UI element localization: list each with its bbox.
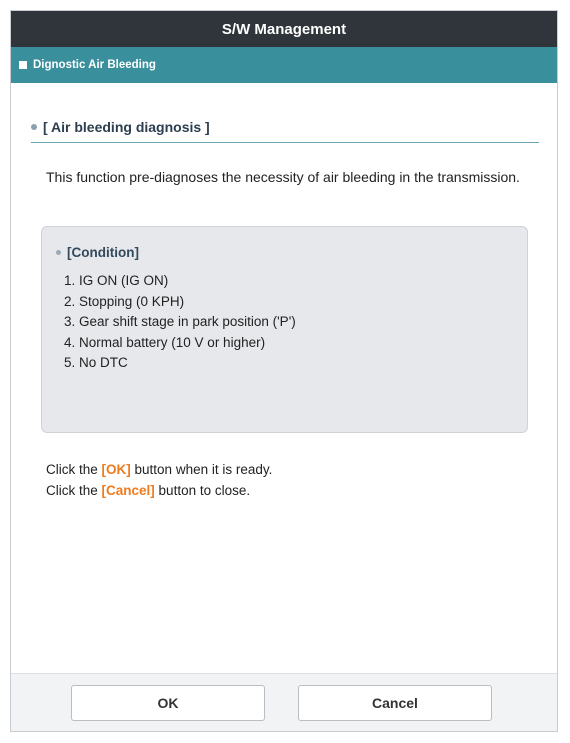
condition-list [64,271,527,374]
condition-item: 4. Normal battery (10 V or higher) [64,334,266,350]
condition-item: 3. Gear shift stage in park position ('P') [64,314,296,329]
instruction-text: button when it is ready. [130,462,273,477]
cancel-keyword: [Cancel] [101,483,155,498]
bullet-dot-icon [31,124,37,130]
button-footer [11,673,557,731]
condition-item: 5. No DTC [64,355,128,370]
instruction-ok-line [46,459,272,480]
section-header [31,119,539,143]
window-title: S/W Management [221,20,347,38]
condition-item: 2. Stopping (0 KPH) [64,293,185,309]
bullet-dot-icon [56,250,61,255]
sub-header-title: Dignostic Air Bleeding [33,59,156,71]
ok-button[interactable]: OK [71,685,265,721]
instruction-cancel-line [46,480,272,501]
instruction-text: Click the [46,483,102,498]
square-bullet-icon [19,61,27,69]
instruction-text: button to close. [154,483,251,498]
instructions [46,459,272,501]
condition-item: 1. IG ON (IG ON) [64,273,169,288]
condition-header [56,245,527,260]
cancel-button[interactable]: Cancel [298,685,492,721]
ok-keyword: [OK] [101,462,131,477]
section-title: [ Air bleeding diagnosis ] [43,119,210,135]
dialog-window [10,10,558,732]
sub-header-bar [11,47,557,83]
condition-title: [Condition] [67,245,139,260]
function-description: This function pre-diagnoses the necessity of air bleeding in the transmission. [46,169,520,185]
title-bar [11,11,557,47]
instruction-text: Click the [46,462,102,477]
condition-box [41,226,528,433]
